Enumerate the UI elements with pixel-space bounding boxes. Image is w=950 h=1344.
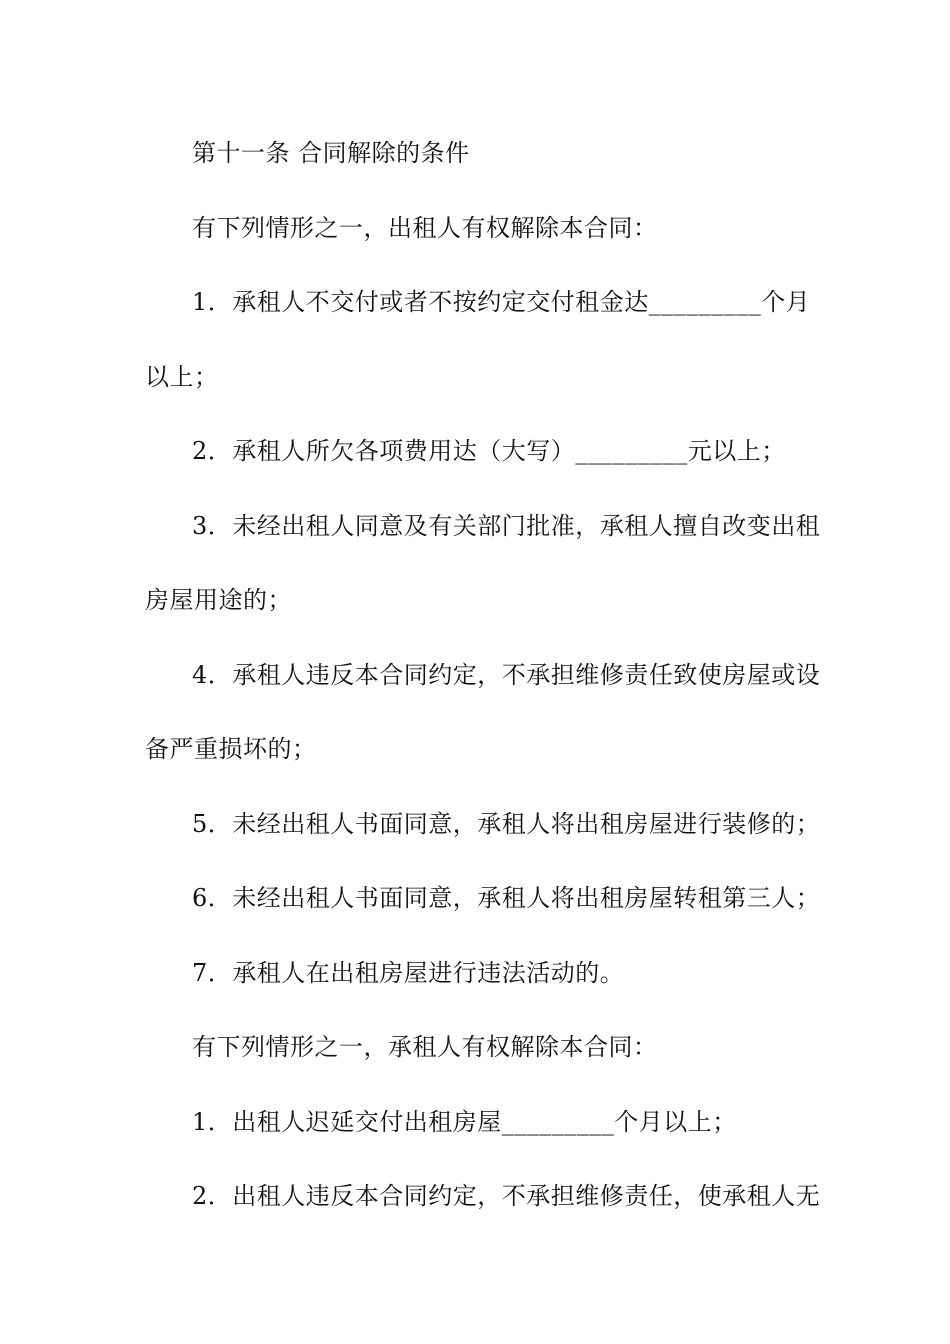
lessee-clause-1: 1．出租人迟延交付出租房屋_________个月以上； — [192, 1108, 737, 1136]
lessee-clause-2: 2．出租人违反本合同约定，不承担维修责任，使承租人无 — [192, 1182, 821, 1210]
lessor-clause-4: 4．承租人违反本合同约定，不承担维修责任致使房屋或设 — [192, 661, 821, 689]
lessor-clause-3-continued: 房屋用途的； — [145, 586, 292, 614]
lessor-clause-5: 5．未经出租人书面同意，承租人将出租房屋进行装修的； — [192, 810, 821, 838]
lessor-clause-3: 3．未经出租人同意及有关部门批准，承租人擅自改变出租 — [192, 512, 821, 540]
lessor-clause-6: 6．未经出租人书面同意，承租人将出租房屋转租第三人； — [192, 884, 821, 912]
paragraph-lessee-conditions-intro: 有下列情形之一，承租人有权解除本合同： — [192, 1033, 658, 1061]
lessor-clause-2: 2．承租人所欠各项费用达（大写）_________元以上； — [192, 437, 786, 465]
lessor-clause-4-continued: 备严重损坏的； — [145, 735, 317, 763]
article-heading: 第十一条 合同解除的条件 — [192, 139, 470, 167]
lessor-clause-7: 7．承租人在出租房屋进行违法活动的。 — [192, 959, 625, 987]
paragraph-lessor-conditions-intro: 有下列情形之一，出租人有权解除本合同： — [192, 214, 658, 242]
lessor-clause-1-continued: 以上； — [145, 363, 219, 391]
lessor-clause-1: 1．承租人不交付或者不按约定交付租金达_________个月 — [192, 288, 811, 316]
